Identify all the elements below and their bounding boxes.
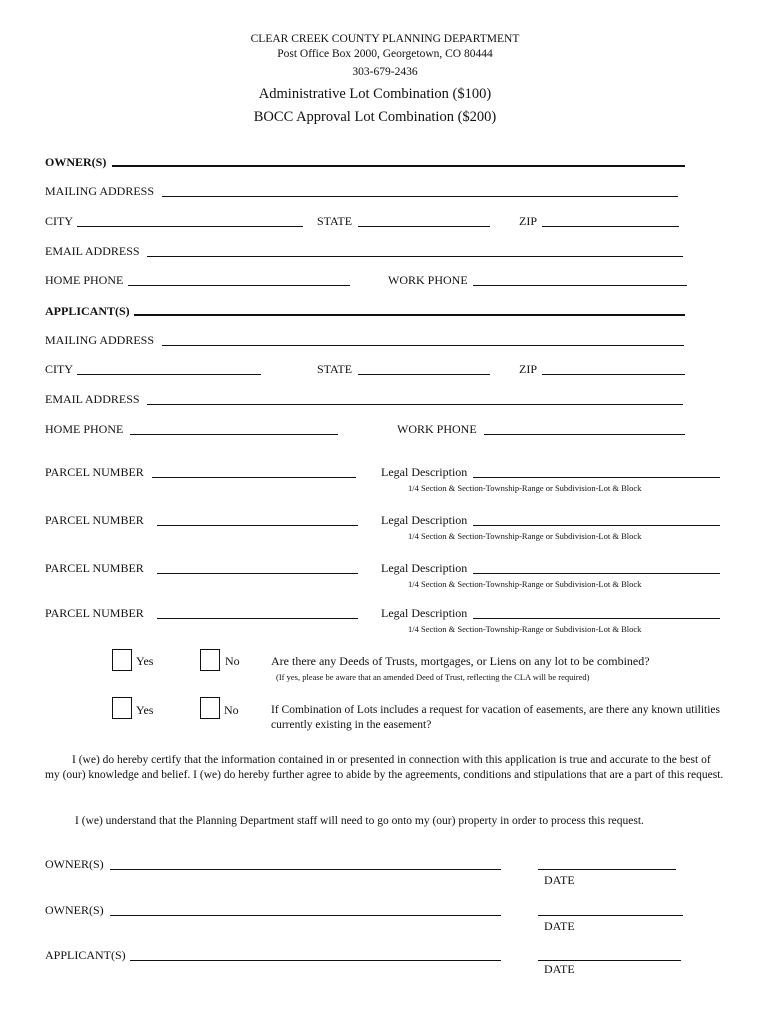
owner-work-phone-field[interactable]: [473, 285, 687, 286]
owner-date-field[interactable]: [538, 869, 676, 870]
easement-yes-checkbox[interactable]: [112, 697, 132, 719]
applicant-work-phone-field[interactable]: [484, 434, 685, 435]
legal-description-field[interactable]: [473, 618, 720, 619]
department-name: CLEAR CREEK COUNTY PLANNING DEPARTMENT: [250, 33, 520, 45]
applicant-home-phone-field[interactable]: [130, 434, 338, 435]
applicant-field[interactable]: [134, 314, 685, 316]
applicant-state-label: STATE: [317, 362, 353, 376]
legal-description-field[interactable]: [473, 525, 720, 526]
applicant-city-label: CITY: [45, 362, 73, 376]
department-address: Post Office Box 2000, Georgetown, CO 80444: [277, 48, 493, 60]
easement-no-label: No: [224, 703, 239, 717]
deeds-no-label: No: [225, 654, 240, 668]
owner-city-label: CITY: [45, 214, 73, 228]
deeds-note: (If yes, please be aware that an amended Deed of Trust, reflecting the CLA will be required): [276, 672, 590, 682]
legal-description-hint: 1/4 Section & Section-Township-Range or Subdivision-Lot & Block: [408, 579, 642, 589]
owner-date-label: DATE: [544, 919, 575, 933]
applicant-date-label: DATE: [544, 962, 575, 976]
owner-email-label: EMAIL ADDRESS: [45, 244, 140, 258]
option-administrative: Administrative Lot Combination ($100): [258, 86, 492, 102]
parcel-number-label: PARCEL NUMBER: [45, 465, 144, 479]
applicant-city-field[interactable]: [77, 374, 261, 375]
applicant-date-field[interactable]: [538, 960, 681, 961]
parcel-number-field[interactable]: [157, 618, 358, 619]
owner-signature-field[interactable]: [110, 869, 501, 870]
owner-home-phone-field[interactable]: [128, 285, 350, 286]
owner-mailing-label: MAILING ADDRESS: [45, 184, 155, 198]
parcel-number-field[interactable]: [152, 477, 356, 478]
legal-description-label: Legal Description: [381, 606, 468, 620]
easement-yes-label: Yes: [136, 703, 154, 717]
owner-date-field[interactable]: [538, 915, 683, 916]
deeds-question: Are there any Deeds of Trusts, mortgages, or Liens on any lot to be combined?: [271, 654, 650, 668]
understanding-text: I (we) understand that the Planning Department staff will need to go onto my (our) property in order to process this request.: [75, 815, 644, 827]
parcel-number-label: PARCEL NUMBER: [45, 606, 144, 620]
legal-description-label: Legal Description: [381, 513, 468, 527]
owner-state-field[interactable]: [358, 226, 490, 227]
applicant-home-phone-label: HOME PHONE: [45, 422, 124, 436]
owner-work-phone-label: WORK PHONE: [388, 273, 468, 287]
parcel-number-label: PARCEL NUMBER: [45, 513, 144, 527]
legal-description-hint: 1/4 Section & Section-Township-Range or Subdivision-Lot & Block: [408, 624, 642, 634]
owner-field[interactable]: [112, 165, 685, 167]
owner-home-phone-label: HOME PHONE: [45, 273, 124, 287]
legal-description-label: Legal Description: [381, 561, 468, 575]
owner-signature-label: OWNER(S): [45, 857, 104, 871]
owner-zip-label: ZIP: [519, 214, 537, 228]
certification-text: I (we) do hereby certify that the information contained in or presented in connection with this application is true and accurate to the best of my (our) knowledge and belief. I (we) do hereby further agree to abide by the agreements, conditions and stipulations that are a part of this request.: [45, 754, 724, 781]
easement-no-checkbox[interactable]: [200, 697, 220, 719]
legal-description-field[interactable]: [473, 573, 720, 574]
legal-description-hint: 1/4 Section & Section-Township-Range or Subdivision-Lot & Block: [408, 483, 642, 493]
applicant-mailing-label: MAILING ADDRESS: [45, 333, 155, 347]
applicant-mailing-field[interactable]: [162, 345, 684, 346]
applicant-email-label: EMAIL ADDRESS: [45, 392, 140, 406]
applicant-state-field[interactable]: [358, 374, 490, 375]
easement-question: If Combination of Lots includes a request for vacation of easements, are there any known utilities currently existing in the easement?: [271, 704, 721, 731]
owner-zip-field[interactable]: [542, 226, 679, 227]
owner-city-field[interactable]: [77, 226, 303, 227]
deeds-no-checkbox[interactable]: [200, 649, 220, 671]
applicant-label: APPLICANT(S): [45, 304, 130, 318]
applicant-work-phone-label: WORK PHONE: [397, 422, 477, 436]
owner-signature-label: OWNER(S): [45, 903, 104, 917]
deeds-yes-checkbox[interactable]: [112, 649, 132, 671]
legal-description-field[interactable]: [473, 477, 720, 478]
applicant-zip-label: ZIP: [519, 362, 537, 376]
owner-mailing-field[interactable]: [162, 196, 678, 197]
parcel-number-field[interactable]: [157, 525, 358, 526]
owner-email-field[interactable]: [147, 256, 683, 257]
option-bocc: BOCC Approval Lot Combination ($200): [253, 109, 497, 125]
applicant-zip-field[interactable]: [542, 374, 685, 375]
applicant-signature-field[interactable]: [130, 960, 501, 961]
legal-description-hint: 1/4 Section & Section-Township-Range or Subdivision-Lot & Block: [408, 531, 642, 541]
applicant-email-field[interactable]: [147, 404, 683, 405]
owner-date-label: DATE: [544, 873, 575, 887]
owner-label: OWNER(S): [45, 155, 107, 169]
department-phone: 303-679-2436: [352, 66, 418, 78]
legal-description-label: Legal Description: [381, 465, 468, 479]
parcel-number-field[interactable]: [157, 573, 358, 574]
owner-signature-field[interactable]: [110, 915, 501, 916]
applicant-signature-label: APPLICANT(S): [45, 948, 126, 962]
owner-state-label: STATE: [317, 214, 353, 228]
parcel-number-label: PARCEL NUMBER: [45, 561, 144, 575]
deeds-yes-label: Yes: [136, 654, 154, 668]
